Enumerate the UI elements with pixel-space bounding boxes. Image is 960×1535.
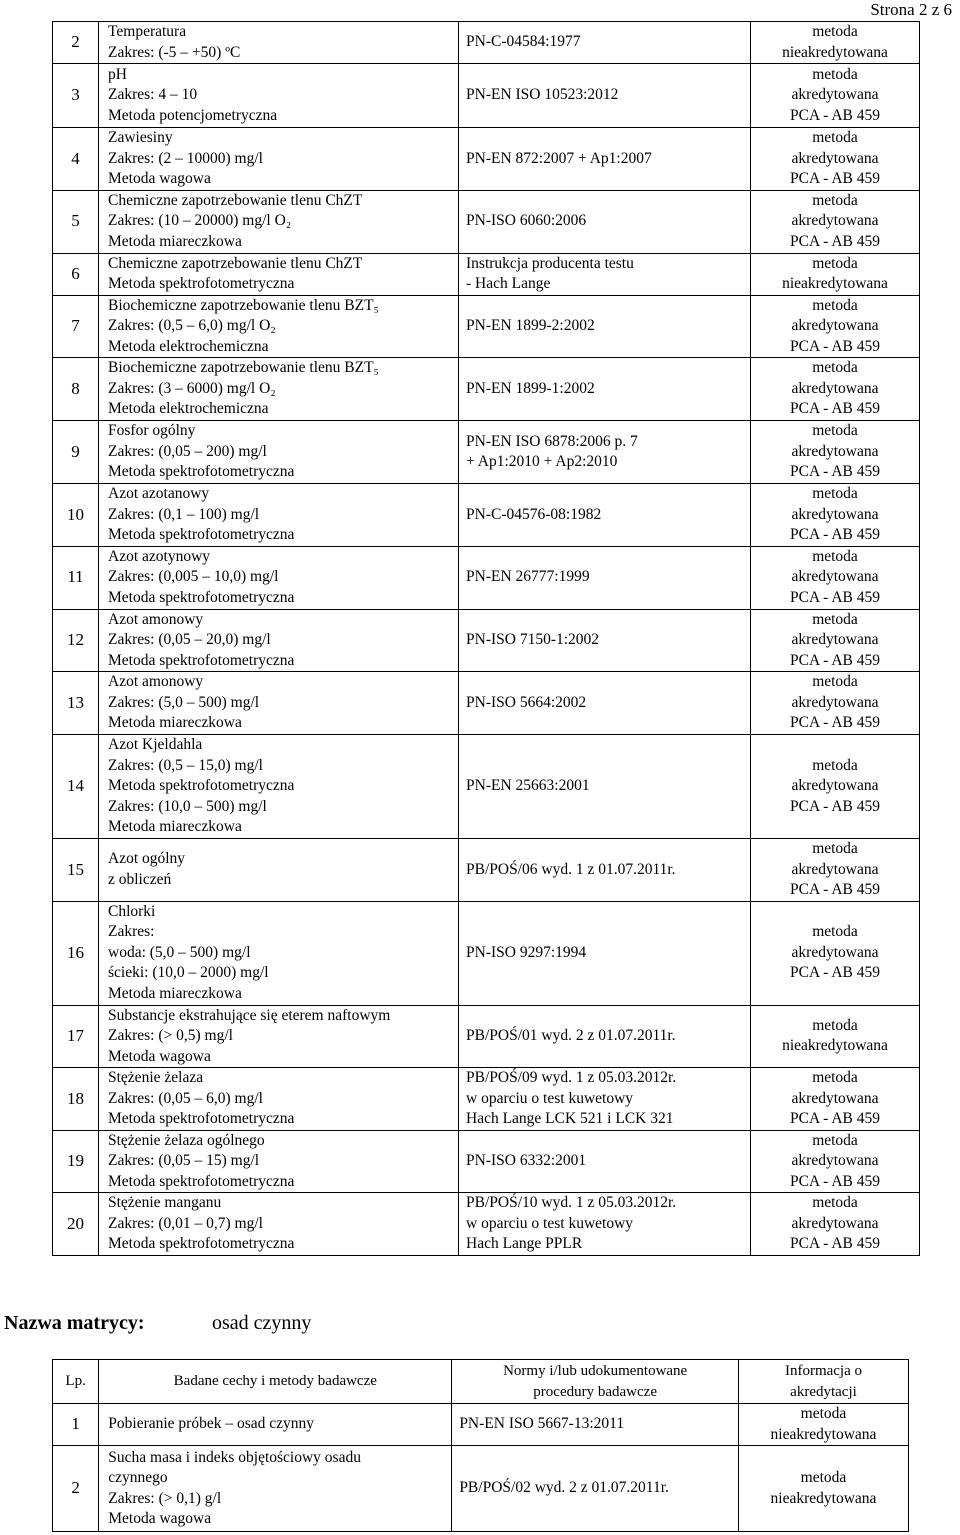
matrix-value: osad czynny — [212, 1312, 312, 1334]
norm-line: w oparciu o test kuwetowy — [466, 1214, 634, 1232]
norm-reference — [459, 735, 751, 839]
description-line: Metoda spektrofotometryczna — [108, 1235, 295, 1253]
norm-reference — [459, 190, 751, 253]
status-line: nieakredytowana — [782, 43, 888, 61]
status-line: nieakredytowana — [770, 1489, 877, 1507]
header-line: Normy i/lub udokumentowane — [503, 1363, 688, 1379]
description-line: Metoda spektrofotometryczna — [108, 463, 295, 481]
status-line: metoda — [812, 1194, 858, 1212]
norm-line: PB/POŚ/02 wyd. 2 z 01.07.2011r. — [459, 1479, 669, 1497]
norm-line: PN-EN ISO 10523:2012 — [466, 86, 619, 104]
description-line: Metoda elektrochemiczna — [108, 337, 269, 355]
norm-reference — [459, 1130, 751, 1193]
row-number: 17 — [53, 1005, 99, 1068]
status-line: metoda — [800, 1469, 847, 1486]
test-description — [99, 546, 459, 609]
description-line: Azot Kjeldahla — [108, 736, 203, 754]
accreditation-status — [751, 484, 920, 547]
status-line: metoda — [812, 547, 858, 565]
row-number: 2 — [53, 22, 99, 64]
norm-reference — [459, 484, 751, 547]
description-line: czynnego — [108, 1469, 168, 1486]
status-line: akredytowana — [791, 631, 879, 648]
norm-line: Hach Lange PPLR — [466, 1235, 583, 1253]
status-line: PCA - AB 459 — [789, 400, 880, 418]
description-line: Zakres: (0,005 – 10,0) mg/l — [108, 568, 279, 586]
status-line: PCA - AB 459 — [789, 714, 880, 732]
norm-reference — [459, 1068, 751, 1131]
norm-line: PN-EN ISO 5667-13:2011 — [459, 1415, 625, 1433]
header-line: Informacja o — [784, 1363, 863, 1379]
status-line: PCA - AB 459 — [789, 463, 880, 481]
accreditation-table-main — [52, 21, 920, 1256]
test-description — [99, 609, 459, 672]
status-line: akredytowana — [791, 777, 879, 795]
table-row — [53, 735, 920, 839]
norm-line: PN-EN 1899-2:2002 — [466, 317, 595, 334]
status-line: metoda — [812, 359, 858, 377]
description-line: Metoda elektrochemiczna — [108, 400, 269, 418]
description-line: Fosfor ogólny — [108, 422, 196, 440]
description-line: Zakres: (> 0,1) g/l — [108, 1489, 222, 1507]
header-line: Lp. — [65, 1373, 86, 1390]
status-line: PCA - AB 459 — [789, 964, 880, 982]
norm-line: PB/POŚ/01 wyd. 2 z 01.07.2011r. — [466, 1027, 676, 1044]
status-line: nieakredytowana — [782, 275, 888, 292]
header-status — [738, 1360, 908, 1404]
norm-reference — [459, 295, 751, 358]
description-line: pH — [108, 65, 127, 83]
norm-reference — [459, 839, 751, 902]
description-line: Azot azotanowy — [108, 485, 210, 502]
test-description — [99, 421, 459, 484]
status-line: nieakredytowana — [770, 1425, 877, 1443]
row-number: 16 — [53, 901, 99, 1005]
description-line: Zakres: (0,05 – 20,0) mg/l — [108, 631, 271, 648]
norm-line: Hach Lange LCK 521 i LCK 321 — [466, 1110, 674, 1127]
test-description — [99, 253, 459, 295]
description-line: Zakres: (-5 – +50) ºC — [108, 43, 241, 61]
description-line: Metoda wagowa — [108, 1047, 211, 1065]
description-line: Metoda spektrofotometryczna — [108, 651, 295, 669]
description-line: Zakres: (0,1 – 100) mg/l — [108, 505, 260, 523]
status-line: metoda — [812, 191, 858, 209]
norm-reference — [452, 1446, 739, 1532]
accreditation-status — [751, 22, 920, 64]
norm-line: PN-ISO 9297:1994 — [466, 943, 587, 961]
norm-line: PB/POŚ/06 wyd. 1 z 01.07.2011r. — [466, 860, 676, 878]
table-row — [53, 1404, 909, 1446]
header-num — [53, 1360, 99, 1404]
status-line: akredytowana — [791, 379, 879, 397]
norm-reference — [459, 609, 751, 672]
accreditation-status — [751, 546, 920, 609]
status-line: metoda — [812, 422, 858, 440]
test-description — [99, 295, 459, 358]
status-line: akredytowana — [791, 505, 879, 523]
norm-line: PN-EN 1899-1:2002 — [466, 379, 595, 397]
row-number: 7 — [53, 295, 99, 358]
status-line: akredytowana — [791, 86, 879, 104]
description-line: Zakres: (0,5 – 15,0) mg/l — [108, 756, 263, 774]
description-line: Zakres: (10 – 20000) mg/l O₂ — [108, 212, 292, 230]
status-line: akredytowana — [791, 568, 879, 586]
accreditation-status — [751, 64, 920, 128]
status-line: PCA - AB 459 — [789, 526, 880, 543]
description-line: Azot ogólny — [108, 850, 186, 868]
norm-line: PN-ISO 5664:2002 — [466, 693, 587, 711]
status-line: metoda — [800, 1405, 847, 1422]
description-line: Metoda potencjometryczna — [108, 106, 278, 124]
table-row — [53, 190, 920, 253]
description-line: Biochemiczne zapotrzebowanie tlenu BZT₅ — [108, 296, 379, 314]
table-row — [53, 609, 920, 672]
status-line: akredytowana — [791, 317, 879, 334]
description-line: Substancje ekstrahujące się eterem naftowym — [108, 1006, 391, 1024]
row-number: 8 — [53, 358, 99, 421]
status-line: akredytowana — [791, 149, 879, 167]
row-number: 9 — [53, 421, 99, 484]
status-line: PCA - AB 459 — [789, 337, 880, 355]
test-description — [99, 190, 459, 253]
description-line: Zakres: (5,0 – 500) mg/l — [108, 693, 260, 711]
norm-line: PN-ISO 6060:2006 — [466, 212, 587, 230]
status-line: PCA - AB 459 — [789, 232, 880, 250]
test-description — [99, 128, 459, 191]
status-line: akredytowana — [791, 1214, 879, 1232]
table-row — [53, 1068, 920, 1131]
description-line: Zakres: (2 – 10000) mg/l — [108, 149, 263, 167]
description-line: Zawiesiny — [108, 129, 173, 146]
norm-reference — [459, 672, 751, 735]
norm-line: PB/POŚ/09 wyd. 1 z 05.03.2012r. — [466, 1069, 677, 1086]
table-row — [53, 295, 920, 358]
accreditation-status — [751, 609, 920, 672]
test-description — [99, 358, 459, 421]
status-line: akredytowana — [791, 693, 879, 711]
description-line: Azot amonowy — [108, 673, 204, 691]
description-line: Zakres: (0,01 – 0,7) mg/l — [108, 1214, 263, 1232]
table-row — [53, 1130, 920, 1193]
row-number: 2 — [53, 1446, 99, 1532]
description-line: z obliczeń — [108, 870, 172, 888]
table-row — [53, 546, 920, 609]
norm-reference — [459, 1193, 751, 1256]
description-line: Sucha masa i indeks objętościowy osadu — [108, 1448, 361, 1466]
accreditation-status — [751, 839, 920, 902]
description-line: Zakres: (> 0,5) mg/l — [108, 1027, 233, 1044]
description-line: Metoda miareczkowa — [108, 984, 242, 1002]
status-line: PCA - AB 459 — [789, 651, 880, 669]
norm-reference — [459, 128, 751, 191]
description-line: Metoda spektrofotometryczna — [108, 1172, 295, 1190]
description-line: Metoda spektrofotometryczna — [108, 588, 295, 606]
table-header-row — [53, 1360, 909, 1404]
description-line: Azot azotynowy — [108, 547, 211, 565]
header-line: procedury badawcze — [533, 1383, 657, 1400]
test-description — [99, 1005, 459, 1068]
status-line: akredytowana — [791, 1089, 879, 1107]
status-line: nieakredytowana — [782, 1037, 888, 1055]
status-line: akredytowana — [791, 442, 879, 460]
norm-line: PB/POŚ/10 wyd. 1 z 05.03.2012r. — [466, 1194, 677, 1212]
status-line: PCA - AB 459 — [789, 1172, 880, 1190]
description-line: Chemiczne zapotrzebowanie tlenu ChZT — [108, 191, 363, 209]
status-line: metoda — [812, 923, 858, 941]
status-line: PCA - AB 459 — [789, 1110, 880, 1127]
norm-line: - Hach Lange — [466, 275, 551, 292]
description-line: Zakres: (0,05 – 6,0) mg/l — [108, 1089, 263, 1107]
description-line: Chemiczne zapotrzebowanie tlenu ChZT — [108, 254, 363, 272]
test-description — [99, 839, 459, 902]
norm-reference — [459, 358, 751, 421]
table-row — [53, 22, 920, 64]
accreditation-status — [751, 358, 920, 421]
description-line: Metoda miareczkowa — [108, 714, 242, 732]
status-line: metoda — [812, 254, 858, 272]
status-line: metoda — [812, 756, 858, 774]
description-line: ścieki: (10,0 – 2000) mg/l — [108, 964, 269, 982]
description-line: Azot amonowy — [108, 610, 204, 628]
row-number: 14 — [53, 735, 99, 839]
status-line: akredytowana — [791, 1152, 879, 1169]
matrix-label: Nazwa matrycy: — [4, 1312, 145, 1334]
row-number: 19 — [53, 1130, 99, 1193]
row-number: 1 — [53, 1404, 99, 1446]
table-row — [53, 1193, 920, 1256]
description-line: Stężenie żelaza — [108, 1069, 204, 1086]
status-line: akredytowana — [791, 212, 879, 230]
norm-reference — [459, 901, 751, 1005]
norm-line: PN-EN ISO 6878:2006 p. 7 — [466, 432, 638, 450]
status-line: PCA - AB 459 — [789, 170, 880, 187]
norm-reference — [459, 421, 751, 484]
accreditation-status — [751, 901, 920, 1005]
table-row — [53, 358, 920, 421]
norm-reference — [452, 1404, 739, 1446]
header-line: akredytacji — [790, 1383, 857, 1400]
accreditation-status — [738, 1446, 908, 1532]
norm-line: PN-C-04584:1977 — [466, 33, 581, 51]
table-row — [53, 253, 920, 295]
table-row — [53, 421, 920, 484]
status-line: metoda — [812, 296, 858, 314]
norm-line: PN-C-04576-08:1982 — [466, 505, 602, 523]
test-description — [99, 1404, 452, 1446]
accreditation-status — [751, 1193, 920, 1256]
table-row — [53, 484, 920, 547]
main-table-body — [53, 22, 920, 1256]
status-line: metoda — [812, 673, 858, 691]
test-description — [99, 64, 459, 128]
test-description — [99, 1130, 459, 1193]
status-line: metoda — [812, 840, 858, 857]
accreditation-status — [751, 421, 920, 484]
description-line: Zakres: (3 – 6000) mg/l O₂ — [108, 379, 276, 397]
table-row — [53, 839, 920, 902]
test-description — [99, 1193, 459, 1256]
accreditation-status — [751, 190, 920, 253]
header-desc — [99, 1360, 452, 1404]
status-line: metoda — [812, 23, 858, 40]
table-row — [53, 64, 920, 128]
test-description — [99, 672, 459, 735]
test-description — [99, 22, 459, 64]
test-description — [99, 735, 459, 839]
description-line: Biochemiczne zapotrzebowanie tlenu BZT₅ — [108, 359, 379, 377]
test-description — [99, 1446, 452, 1532]
norm-line: PN-EN 26777:1999 — [466, 568, 590, 586]
table-row — [53, 1446, 909, 1532]
description-line: Metoda spektrofotometryczna — [108, 526, 295, 543]
status-line: metoda — [812, 1069, 858, 1086]
header-line: Badane cechy i metody badawcze — [173, 1373, 377, 1390]
status-line: PCA - AB 459 — [789, 797, 880, 815]
status-line: PCA - AB 459 — [789, 106, 880, 124]
description-line: Metoda wagowa — [108, 1510, 212, 1527]
description-line: Zakres: — [108, 923, 155, 941]
status-line: metoda — [812, 129, 858, 146]
table-row — [53, 1005, 920, 1068]
row-number: 10 — [53, 484, 99, 547]
status-line: PCA - AB 459 — [789, 881, 880, 898]
row-number: 15 — [53, 839, 99, 902]
description-line: Pobieranie próbek – osad czynny — [108, 1415, 315, 1433]
row-number: 6 — [53, 253, 99, 295]
status-line: metoda — [812, 1131, 858, 1149]
status-line: akredytowana — [791, 860, 879, 878]
accreditation-status — [751, 1130, 920, 1193]
description-line: Zakres: (0,05 – 15) mg/l — [108, 1152, 260, 1169]
row-number: 3 — [53, 64, 99, 128]
norm-line: PN-EN 872:2007 + Ap1:2007 — [466, 149, 652, 167]
accreditation-status — [738, 1404, 908, 1446]
status-line: PCA - AB 459 — [789, 1235, 880, 1253]
accreditation-status — [751, 253, 920, 295]
row-number: 5 — [53, 190, 99, 253]
status-line: metoda — [812, 65, 858, 83]
test-description — [99, 484, 459, 547]
norm-reference — [459, 22, 751, 64]
accreditation-status — [751, 1068, 920, 1131]
description-line: Zakres: 4 – 10 — [108, 86, 198, 104]
accreditation-status — [751, 735, 920, 839]
description-line: Metoda miareczkowa — [108, 818, 242, 836]
page-number: Strona 2 z 6 — [870, 0, 952, 19]
row-number: 11 — [53, 546, 99, 609]
status-line: metoda — [812, 610, 858, 628]
accreditation-status — [751, 128, 920, 191]
status-line: metoda — [812, 485, 858, 502]
norm-reference — [459, 64, 751, 128]
table-row — [53, 901, 920, 1005]
description-line: Zakres: (0,05 – 200) mg/l — [108, 442, 267, 460]
row-number: 18 — [53, 1068, 99, 1131]
row-number: 4 — [53, 128, 99, 191]
norm-line: PN-ISO 7150-1:2002 — [466, 631, 600, 648]
norm-line: PN-ISO 6332:2001 — [466, 1152, 587, 1169]
row-number: 12 — [53, 609, 99, 672]
status-line: PCA - AB 459 — [789, 588, 880, 606]
norm-line: Instrukcja producenta testu — [466, 254, 634, 272]
accreditation-table-osad — [52, 1359, 909, 1532]
norm-line: PN-EN 25663:2001 — [466, 777, 590, 795]
row-number: 13 — [53, 672, 99, 735]
description-line: Metoda spektrofotometryczna — [108, 275, 295, 292]
accreditation-status — [751, 295, 920, 358]
status-line: metoda — [812, 1016, 858, 1034]
description-line: woda: (5,0 – 500) mg/l — [108, 943, 251, 961]
test-description — [99, 901, 459, 1005]
norm-line: w oparciu o test kuwetowy — [466, 1089, 634, 1107]
norm-reference — [459, 546, 751, 609]
description-line: Chlorki — [108, 902, 156, 920]
description-line: Metoda miareczkowa — [108, 232, 242, 250]
test-description — [99, 1068, 459, 1131]
norm-line: + Ap1:2010 + Ap2:2010 — [466, 453, 618, 470]
row-number: 20 — [53, 1193, 99, 1256]
description-line: Zakres: (0,5 – 6,0) mg/l O₂ — [108, 317, 276, 334]
description-line: Temperatura — [108, 23, 187, 40]
table-row — [53, 128, 920, 191]
norm-reference — [459, 253, 751, 295]
description-line: Metoda spektrofotometryczna — [108, 777, 295, 795]
norm-reference — [459, 1005, 751, 1068]
description-line: Metoda wagowa — [108, 170, 211, 187]
header-norm — [452, 1360, 739, 1404]
status-line: akredytowana — [791, 943, 879, 961]
accreditation-status — [751, 672, 920, 735]
description-line: Stężenie żelaza ogólnego — [108, 1131, 265, 1149]
description-line: Zakres: (10,0 – 500) mg/l — [108, 797, 267, 815]
description-line: Metoda spektrofotometryczna — [108, 1110, 295, 1127]
accreditation-status — [751, 1005, 920, 1068]
table-row — [53, 672, 920, 735]
description-line: Stężenie manganu — [108, 1194, 222, 1212]
osad-table-body — [53, 1360, 909, 1532]
